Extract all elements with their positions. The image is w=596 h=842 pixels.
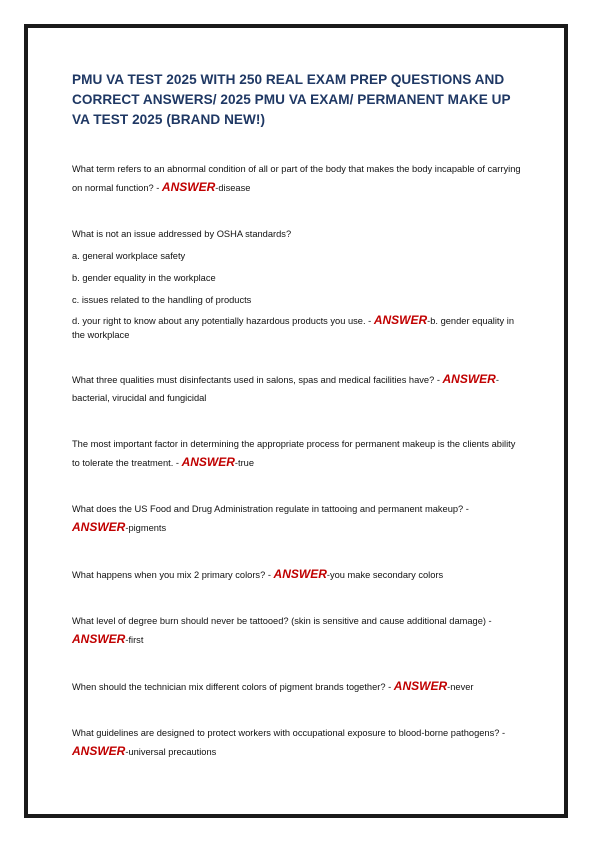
qa-item [72, 435, 524, 472]
answer-text: -pigments [125, 523, 167, 533]
answer-text: -never [447, 682, 474, 692]
qa-paragraph [72, 612, 524, 649]
answer-text: -bacterial, virucidal and fungicidal [72, 375, 499, 403]
qa-paragraph [72, 435, 524, 472]
answer-label: ANSWER [373, 313, 428, 327]
option-text: c. issues related to the handling of products [72, 295, 252, 305]
question-text: What three qualities must disinfectants used in salons, spas and medical facilities have? - [72, 375, 443, 385]
qa-paragraph [72, 160, 524, 197]
question-text: What happens when you mix 2 primary colors? - [72, 570, 274, 580]
qa-paragraph [72, 724, 524, 761]
answer-label: ANSWER [442, 372, 496, 386]
answer-text: -you make secondary colors [326, 570, 444, 580]
qa-item [72, 724, 524, 761]
qa-list [72, 160, 524, 761]
question-text: When should the technician mix different colors of pigment brands together? - [72, 682, 394, 692]
qa-paragraph [72, 565, 524, 584]
qa-item [72, 160, 524, 197]
answer-text: -first [125, 635, 144, 645]
option-text: a. general workplace safety [72, 251, 186, 261]
qa-paragraph [72, 500, 524, 537]
qa-item [72, 500, 524, 537]
document-title: PMU VA TEST 2025 WITH 250 REAL EXAM PREP QUESTIONS AND CORRECT ANSWERS/ 2025 PMU VA EXAM/ PERMANENT MAKE UP VA TEST 2025 (BRAND NEW!) [72, 72, 511, 127]
document-body [72, 70, 524, 789]
answer-text: -disease [215, 183, 251, 193]
qa-item [72, 370, 524, 407]
question-text: What guidelines are designed to protect workers with occupational exposure to blood-borne pathogens? - [72, 728, 506, 738]
question-text: The most important factor in determining the appropriate process for permanent makeup is the clients ability to tolerate the treatment. - [72, 439, 516, 468]
answer-text: -true [234, 458, 255, 468]
option-text: d. your right to know about any potentially hazardous products you use. - [72, 316, 374, 326]
answer-label: ANSWER [72, 632, 126, 646]
answer-label: ANSWER [393, 679, 448, 693]
answer-label: ANSWER [72, 520, 126, 534]
qa-item [72, 565, 524, 584]
qa-paragraph [72, 313, 524, 342]
qa-paragraph [72, 677, 524, 696]
question-text: What is not an issue addressed by OSHA standards? [72, 229, 292, 239]
answer-text: -universal precautions [125, 747, 217, 757]
qa-item [72, 612, 524, 649]
qa-paragraph [72, 370, 524, 407]
question-text: What term refers to an abnormal condition of all or part of the body that makes the body incapable of carrying on normal function? - [72, 164, 521, 193]
question-text: What level of degree burn should never be tattooed? (skin is sensitive and cause additional damage) - [72, 616, 492, 626]
answer-label: ANSWER [161, 180, 216, 194]
option-text: b. gender equality in the workplace [72, 273, 216, 283]
answer-label: ANSWER [72, 744, 126, 758]
answer-text: -b. gender equality in the workplace [72, 316, 514, 340]
qa-item [72, 225, 524, 342]
answer-label: ANSWER [273, 567, 327, 581]
answer-label: ANSWER [181, 455, 235, 469]
qa-item [72, 677, 524, 696]
question-text: What does the US Food and Drug Administration regulate in tattooing and permanent makeup? - [72, 504, 469, 514]
